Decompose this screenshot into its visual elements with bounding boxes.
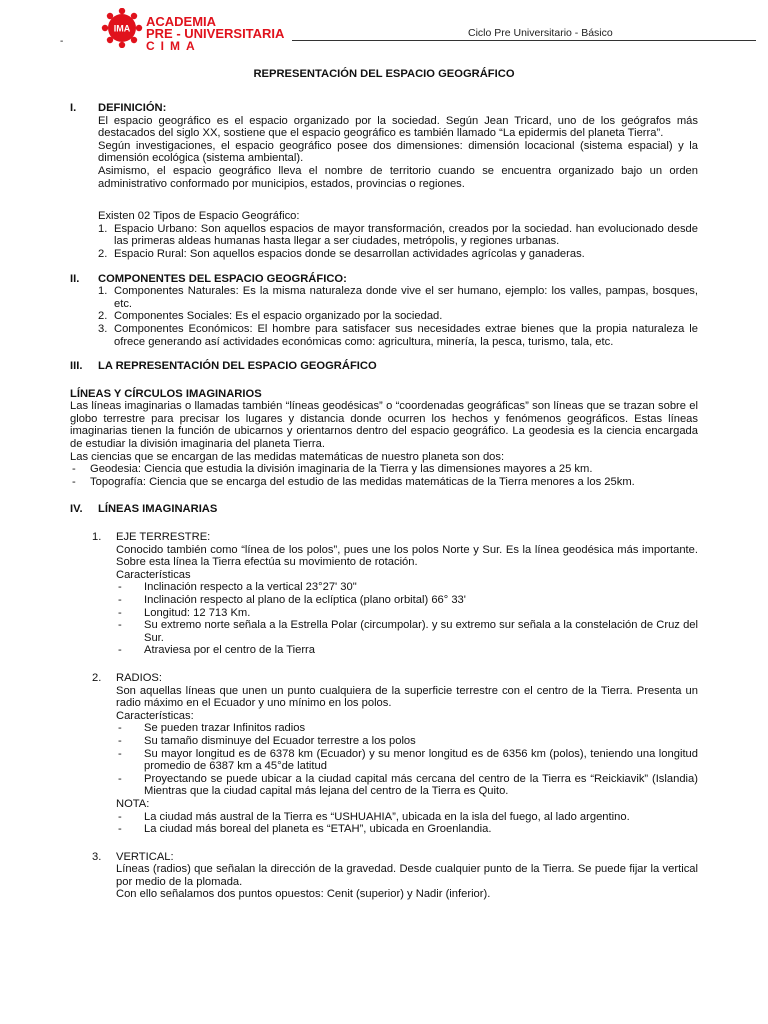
section-definicion (70, 102, 698, 261)
paragraph: Con ello señalamos dos puntos opuestos: Cenit (superior) y Nadir (inferior). (116, 888, 491, 901)
section-number: III. (70, 360, 83, 373)
page-title: REPRESENTACIÓN DEL ESPACIO GEOGRÁFICO (253, 68, 515, 80)
paragraph: El espacio geográfico es el espacio organizado por la sociedad. Según Jean Tricard, uno de los geógrafos más destacados del siglo XX, sostiene que el espacio geográfico es también llamado “La epidermis del planeta Tierra”. (98, 114, 698, 140)
section-number: I. (70, 102, 77, 114)
list-item: - Atraviesa por el centro de la Tierra (118, 644, 316, 657)
paragraph: Las ciencias que se encargan de las medidas matemáticas de nuestro planeta son dos: (70, 450, 505, 463)
section-lineas-imaginarias (70, 503, 698, 901)
section-number: II. (70, 272, 80, 285)
list-item: - Inclinación respecto a la vertical 23°27' 30" (118, 581, 357, 594)
page-header (60, 8, 700, 53)
list-item: 2. Componentes Sociales: Es el espacio organizado por la sociedad. (98, 310, 443, 323)
nota-label: NOTA: (116, 797, 150, 810)
section-number: IV. (70, 503, 83, 516)
list-item: 2. Espacio Rural: Son aquellos espacios donde se desarrollan actividades agrícolas y ganaderas. (98, 247, 585, 260)
brand-line-1: ACADEMIA (146, 14, 217, 29)
list-item: - Su extremo norte señala a la Estrella Polar (circumpolar). y su extremo sur señala a la constelación de Cruz del Sur. (118, 619, 698, 644)
subsection-eje-terrestre: 1. EJE TERRESTRE: Conocido también como “línea de los polos”, pues une los polos Norte y Sur. Es la línea geodésica más importante. Sobre esta línea la Tierra efectúa su movimiento de rotación. Características - Inclinación respecto a la vertical 23°27' 30" - Inclinación respecto al plano de la eclíptica (plano orbital) 66° 33' - Longitud: 12 713 Km. - Su extremo norte señala a la Estrella Polar (circumpolar). y su extremo sur señala a la constelación de Cruz del Sur. - Atraviesa por el centro de la Tierra (92, 531, 698, 657)
list-item: - Su mayor longitud es de 6378 km (Ecuador) y su menor longitud es de 6356 km (polos), teniendo una longitud promedio de 6387 km a 45°de latitud (118, 747, 698, 773)
course-label: Ciclo Pre Universitario - Básico (468, 27, 613, 39)
paragraph: Según investigaciones, el espacio geográfico posee dos dimensiones: dimensión locacional (sistema espacial) y la dimensión ecológica (sistema ambiental). (98, 139, 698, 165)
caracteristicas-label: Características: (116, 709, 194, 722)
header-left-mark: - (60, 36, 64, 47)
paragraph: Conocido también como “línea de los polos”, pues une los polos Norte y Sur. Es la línea geodésica más importante. Sobre esta línea la Tierra efectúa su movimiento de rotación. (116, 543, 698, 569)
brand-line-2: PRE - UNIVERSITARIA (146, 26, 285, 41)
section-componentes (70, 273, 698, 349)
section-heading: LA REPRESENTACIÓN DEL ESPACIO GEOGRÁFICO (98, 360, 377, 373)
list-item: - Topografía: Ciencia que se encarga del estudio de las medidas matemáticas de la Tierra menores a los 25km. (72, 475, 635, 488)
list-item: - Su tamaño disminuye del Ecuador terrestre a los polos (118, 734, 416, 747)
subheading: LÍNEAS Y CÍRCULOS IMAGINARIOS (70, 387, 262, 400)
section-heading: DEFINICIÓN: (98, 102, 167, 114)
list-item: - Se pueden trazar Infinitos radios (118, 722, 306, 735)
list-item: - Geodesia: Ciencia que estudia la división imaginaria de la Tierra y las dimensiones mayores a 25 km. (72, 463, 593, 476)
subsection-title: VERTICAL: (116, 850, 174, 863)
brand-name (146, 16, 284, 52)
subsection-radios: 2. RADIOS: Son aquellas líneas que unen un punto cualquiera de la superficie terrestre con el centro de la Tierra. Presenta un radio máximo en el Ecuador y uno mínimo en los polos. Características: - Se pueden trazar Infinitos radios - Su tamaño disminuye del Ecuador terrestre a los polos - Su mayor longitud es de 6378 km (Ecuador) y su menor longitud es de 6356 km (polos), teniendo una longitud promedio de 6387 km a 45°de latitud - Proyectando se puede ubicar a la ciudad capital más cercana del centro de la Tierra es “Reickiavik” (Islandia) Mientras que la ciudad capital más lejana del centro de la Tierra es Quito. NOTA: - La ciudad más austral de la Tierra es “USHUAHIA”, ubicada en la isla del fuego, al lado argentino. - La ciudad más boreal del planeta es “ETAH”, ubicada en Groenlandia. (92, 671, 698, 836)
header-divider (292, 40, 756, 41)
list-item: - Longitud: 12 713 Km. (118, 606, 251, 619)
section-heading: LÍNEAS IMAGINARIAS (98, 503, 218, 516)
list-item: 1. Componentes Naturales: Es la misma naturaleza donde vive el ser humano, ejemplo: los valles, pampas, bosques, etc. (98, 285, 698, 310)
subsection-title: EJE TERRESTRE: (116, 531, 211, 544)
paragraph: Existen 02 Tipos de Espacio Geográfico: (98, 210, 300, 223)
section-heading: COMPONENTES DEL ESPACIO GEOGRÁFICO: (98, 272, 347, 285)
document-body (70, 102, 698, 901)
subsection-vertical: 3. VERTICAL: Líneas (radios) que señalan la dirección de la gravedad. Desde cualquier punto de la Tierra. Se puede fijar la vertical por medio de la plomada. Con ello señalamos dos puntos opuestos: Cenit (superior) y Nadir (inferior). (92, 850, 698, 901)
subsection-title: RADIOS: (116, 671, 163, 684)
caracteristicas-label: Características (116, 568, 191, 581)
list-item: 1. Espacio Urbano: Son aquellos espacios de mayor transformación, creados por la sociedad. han evolucionado desde las primeras aldeas humanas hasta llegar a ser ciudades, metrópolis, y regiones urbanas. (98, 222, 698, 248)
list-item: - Inclinación respecto al plano de la eclíptica (plano orbital) 66° 33' (118, 594, 466, 606)
paragraph: Asimismo, el espacio geográfico lleva el nombre de territorio cuando se encuentra organizado bajo un orden administrativo conformado por municipios, estados, provincias o regiones. (98, 164, 698, 190)
list-item: - La ciudad más austral de la Tierra es “USHUAHIA”, ubicada en la isla del fuego, al lado argentino. (118, 810, 630, 823)
list-item: - Proyectando se puede ubicar a la ciudad capital más cercana del centro de la Tierra es “Reickiavik” (Islandia) Mientras que la ciudad capital más lejana del centro de la Tierra es Quito. (118, 772, 698, 798)
paragraph: Son aquellas líneas que unen un punto cualquiera de la superficie terrestre con el centro de la Tierra. Presenta un radio máximo en el Ecuador y uno mínimo en los polos. (116, 684, 698, 710)
logo-emblem-text: IMA (113, 23, 131, 34)
section-representacion (70, 360, 698, 488)
list-item: 3. Componentes Económicos: El hombre para satisfacer sus necesidades extrae bienes que la propia naturaleza le ofrece generando así actividades económicas como: agricultura, minería, la pesca, turismo, tala, etc. (98, 322, 698, 348)
brand-line-3: CIMA (146, 39, 201, 53)
list-item: - La ciudad más boreal del planeta es “ETAH”, ubicada en Groenlandia. (118, 823, 492, 836)
paragraph: Líneas (radios) que señalan la dirección de la gravedad. Desde cualquier punto de la Tierra. Se puede fijar la vertical por medio de la plomada. (116, 863, 698, 888)
paragraph: Las líneas imaginarias o llamadas también “líneas geodésicas” o “coordenadas geográficas” son líneas que se trazan sobre el globo terrestre para precisar los lugares y distancia donde ocurren los hechos y fenómenos geográficos. Estas líneas imaginarias tienen la función de ubicarnos y orientarnos dentro del espacio geográfico. La geodesia es la ciencia encargada de estudiar la división imaginaria del planeta Tierra. (70, 400, 698, 451)
